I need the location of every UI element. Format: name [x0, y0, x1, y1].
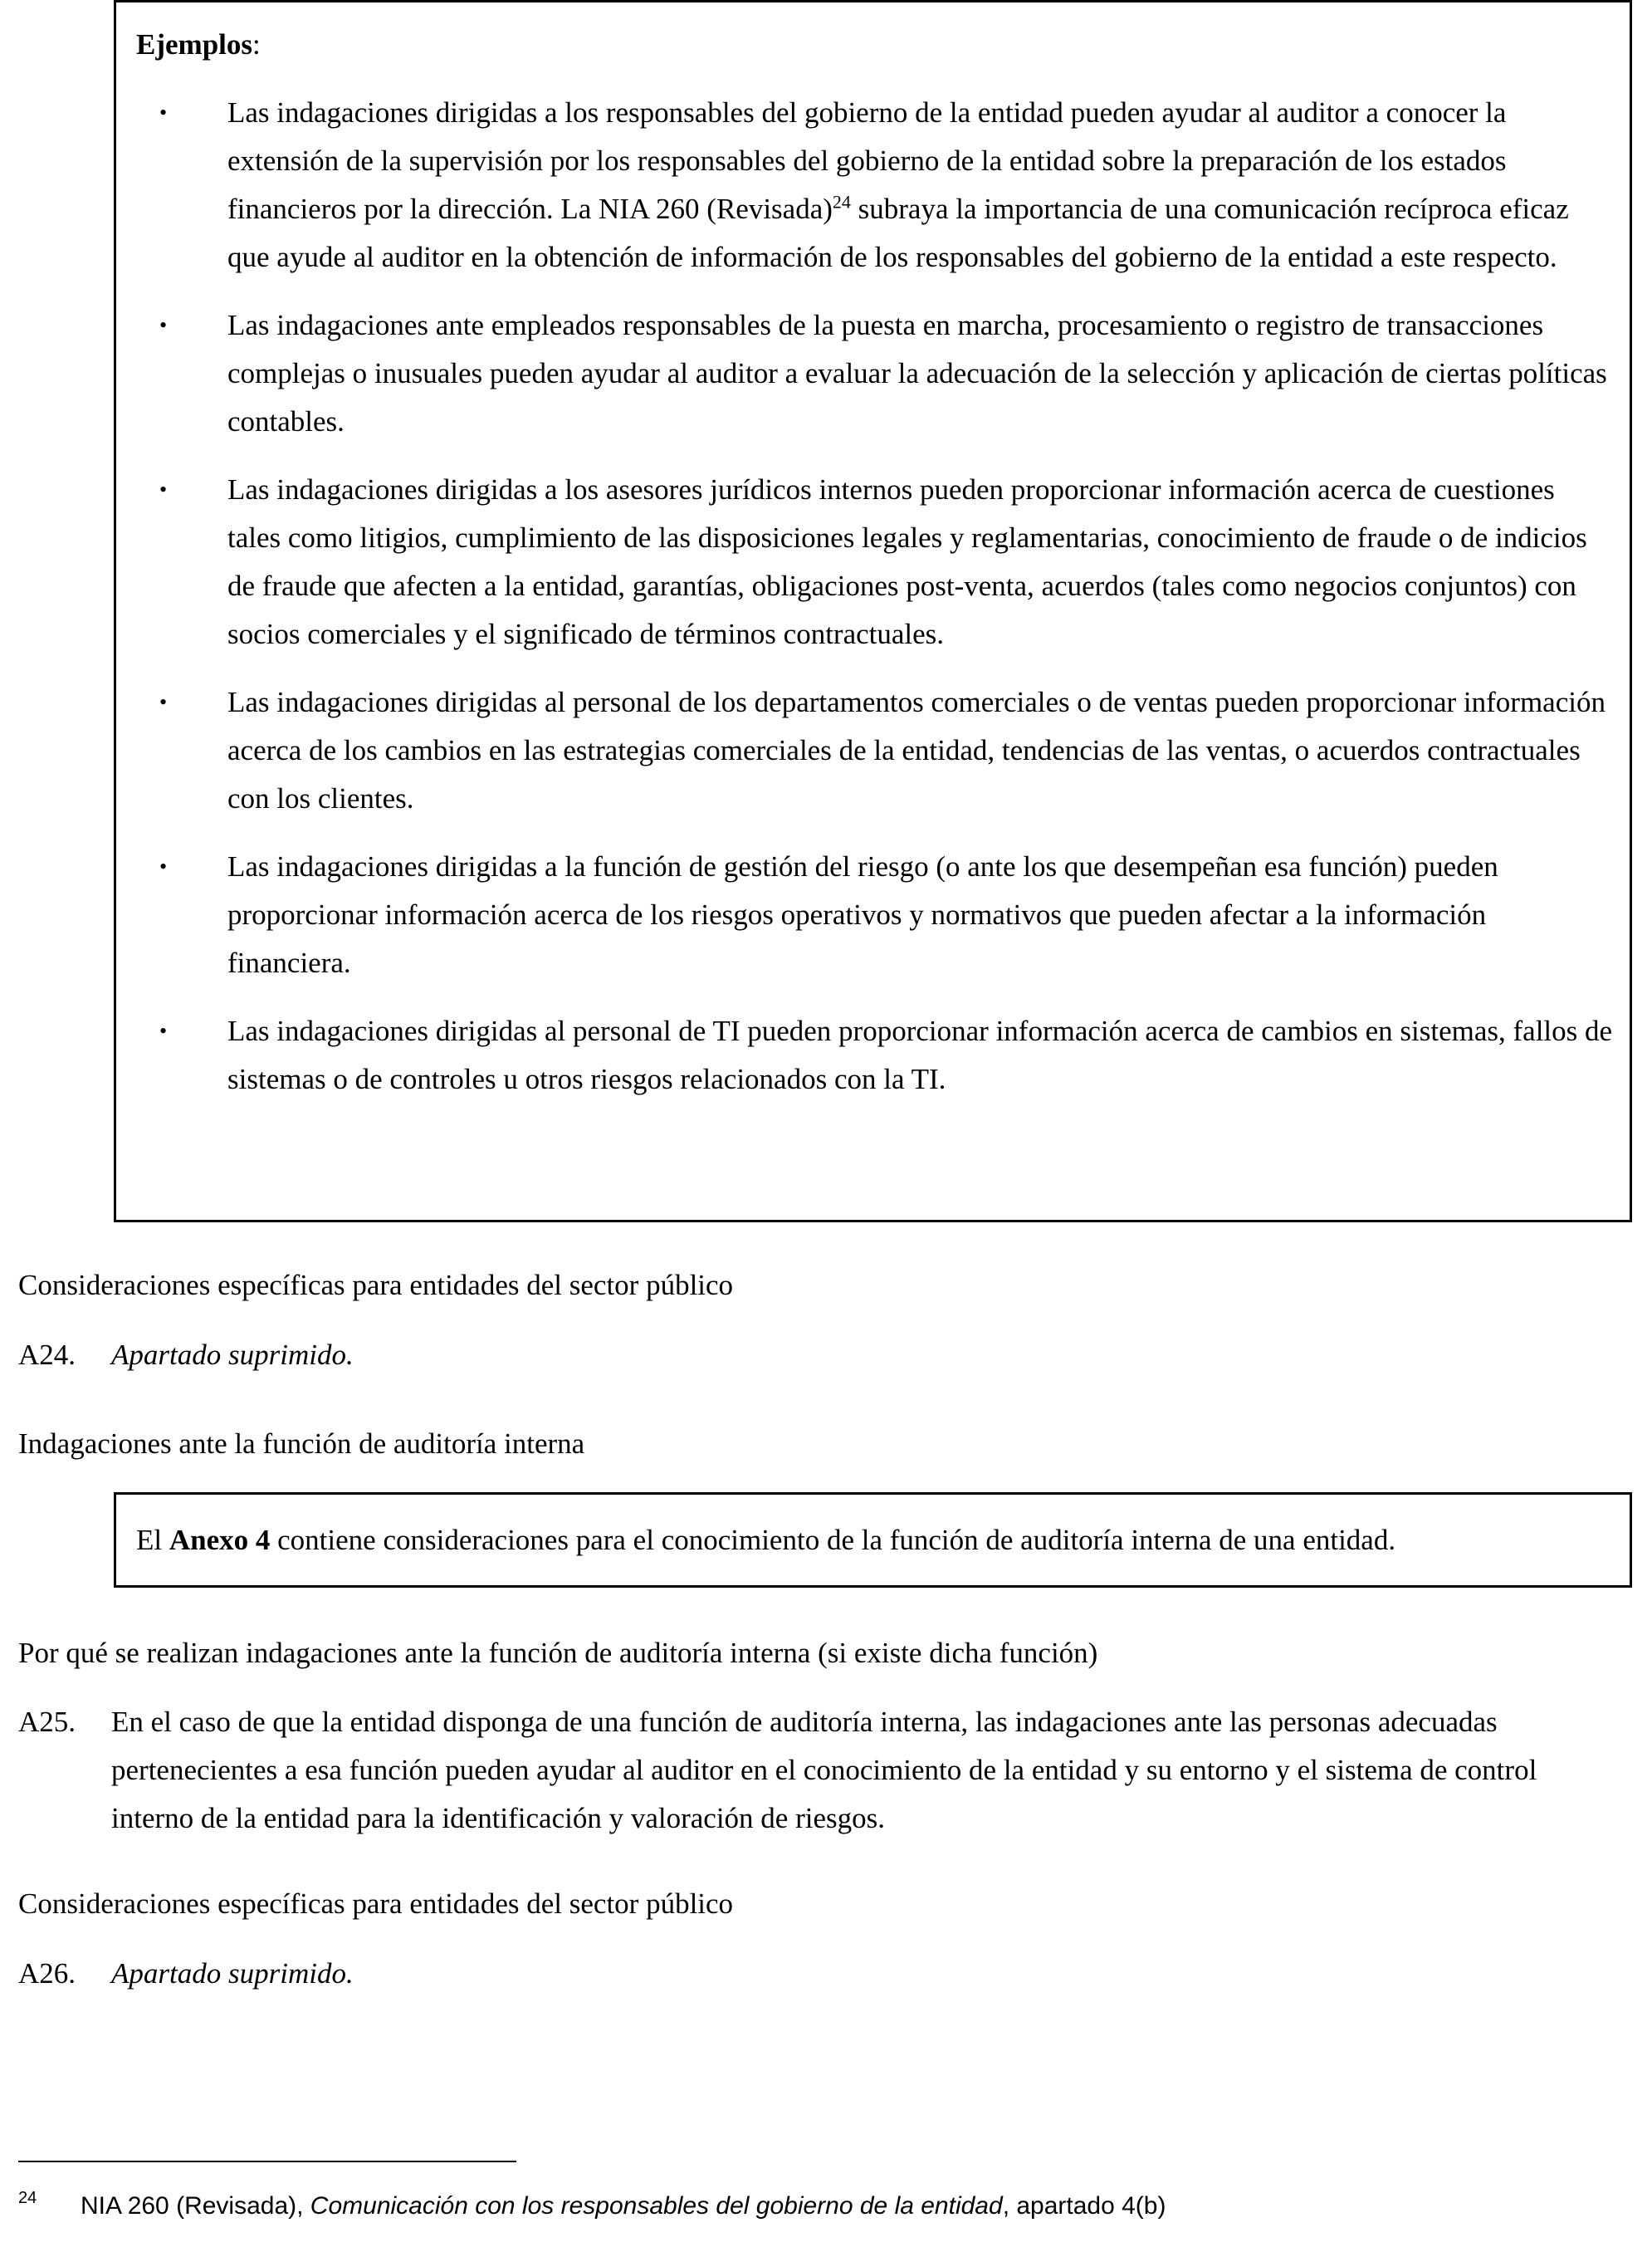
bullet-icon: • — [159, 1019, 168, 1043]
bullet-icon: • — [159, 100, 168, 125]
example-item: • Las indagaciones dirigidas a los responsables del gobierno de la entidad pueden ayudar al auditor a conocer la extensión de la supervisión por los responsables del gobierno de la entidad sobre la preparación de los estados financieros por la dirección. La NIA 260 (Revisada)$^{24}$ subraya la importancia de una comunicación recíproca eficaz que ayude al auditor en la obtención de información de los responsables del gobierno de la entidad a este respecto. — [136, 89, 1630, 281]
paragraph-text: Apartado suprimido. — [111, 1957, 354, 1990]
example-item: • Las indagaciones dirigidas al personal de los departamentos comerciales o de ventas pueden proporcionar información acerca de los cambios en las estrategias comerciales de la entidad, tendencias de las ventas, o acuerdos contractuales con los clientes. — [136, 678, 1630, 823]
internal-audit-heading: Indagaciones ante la función de auditoría interna — [18, 1427, 585, 1460]
public-sector-heading: Consideraciones específicas para entidades del sector público — [18, 1269, 734, 1301]
annex-note-box — [114, 1492, 1632, 1588]
examples-list — [136, 89, 1630, 1104]
paragraph-text: Apartado suprimido. — [111, 1339, 354, 1371]
bullet-icon: • — [159, 690, 168, 714]
footnote-text: NIA 260 (Revisada), Comunicación con los responsables del gobierno de la entidad, apartado 4(b) — [81, 2192, 1166, 2220]
why-heading: Por qué se realizan indagaciones ante la función de auditoría interna (si existe dicha función) — [18, 1637, 1098, 1669]
bullet-icon: • — [159, 313, 168, 337]
example-item: • Las indagaciones ante empleados responsables de la puesta en marcha, procesamiento o registro de transacciones complejas o inusuales pueden ayudar al auditor a evaluar la adecuación de la selección y aplicación de ciertas políticas contables. — [136, 301, 1630, 446]
paragraph-a25 — [18, 1698, 1612, 1843]
paragraph-number: A26. — [18, 1957, 76, 1990]
bullet-icon: • — [159, 477, 168, 502]
annex-link[interactable]: Anexo 4 — [169, 1523, 271, 1556]
footnote-separator — [18, 2161, 516, 2162]
footnote-ref[interactable]: 24 — [832, 191, 851, 213]
paragraph-text: En el caso de que la entidad disponga de una función de auditoría interna, las indagaciones ante las personas adecuadas pertenecientes a esa función pueden ayudar al auditor en el conocimiento de la entidad y su entorno y el sistema de control interno de la entidad para la identificación y valoración de riesgos. — [111, 1706, 1537, 1834]
paragraph-a26 — [18, 1950, 1612, 1998]
examples-box — [114, 0, 1632, 1222]
paragraph-number: A24. — [18, 1339, 76, 1371]
paragraph-a24 — [18, 1331, 1612, 1379]
example-item: • Las indagaciones dirigidas al personal de TI pueden proporcionar información acerca de cambios en sistemas, fallos de sistemas o de controles u otros riesgos relacionados con la TI. — [136, 1007, 1630, 1104]
examples-heading: Ejemplos: — [136, 28, 261, 61]
example-item: • Las indagaciones dirigidas a los asesores jurídicos internos pueden proporcionar información acerca de cuestiones tales como litigios, cumplimiento de las disposiciones legales y reglamentarias, conocimiento de fraude o de indicios de fraude que afecten a la entidad, garantías, obligaciones post-venta, acuerdos (tales como negocios conjuntos) con socios comerciales y el significado de términos contractuales. — [136, 466, 1630, 658]
footnote-number: 24 — [18, 2189, 37, 2207]
footnote — [18, 2188, 1166, 2225]
example-item: • Las indagaciones dirigidas a la función de gestión del riesgo (o ante los que desempeñan esa función) pueden proporcionar información acerca de los riesgos operativos y normativos que pueden afectar a la información financiera. — [136, 843, 1630, 987]
annex-note-text: El Anexo 4 contiene consideraciones para el conocimiento de la función de auditoría interna de una entidad. — [136, 1523, 1396, 1556]
public-sector-heading: Consideraciones específicas para entidades del sector público — [18, 1887, 734, 1920]
bullet-icon: • — [159, 854, 168, 879]
paragraph-number: A25. — [18, 1706, 76, 1738]
